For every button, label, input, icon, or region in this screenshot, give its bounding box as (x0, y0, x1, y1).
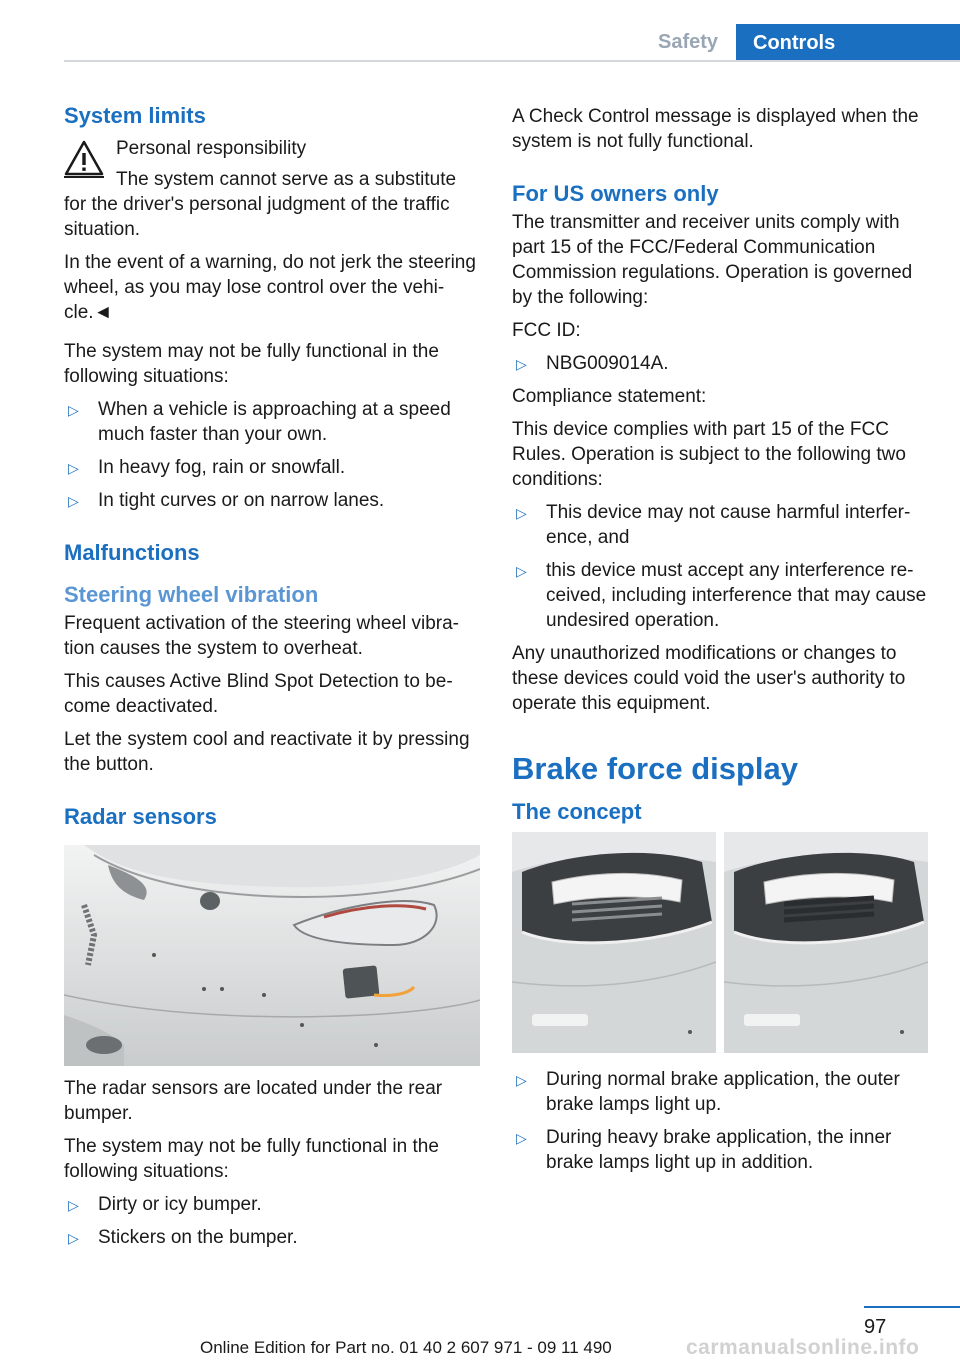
brake-force-heading: Brake force display (512, 751, 799, 786)
brake-lamp-heavy-image (724, 832, 928, 1053)
warning-block (64, 136, 482, 192)
compliance-list (512, 500, 930, 633)
warning-triangle-icon (64, 140, 104, 178)
bullet-triangle-icon: ▷ (68, 402, 79, 418)
fcc-label: FCC ID: (512, 320, 581, 341)
radar-paragraph-1: The radar sensors are located under the rear bumper. (64, 1078, 443, 1124)
radar-sensors-image (64, 845, 480, 1066)
page-number: 97 (864, 1316, 887, 1338)
malfunctions-heading: Malfunctions (64, 540, 200, 565)
header-rule (64, 60, 960, 62)
header-tab-controls[interactable]: Controls (736, 24, 960, 62)
unauthorized-paragraph: Any unauthorized modifications or changes to these devices could void the user's authority to operate this equipment. (512, 643, 906, 714)
bullet-triangle-icon: ▷ (68, 1230, 79, 1246)
list-item: ▷ During heavy brake application, the inner brake lamps light up in addition. (516, 1127, 892, 1173)
warning-line1: The system cannot serve as a substitute (116, 169, 457, 190)
list-item: ▷ Dirty or icy bumper. (64, 1192, 482, 1217)
us-paragraph: The transmitter and receiver units comply with part 15 of the FCC/Federal Communication Commission regulations. Operation is governed by the following: (512, 212, 913, 308)
bullet-triangle-icon: ▷ (516, 356, 527, 372)
left-column (64, 100, 482, 1258)
brake-list (512, 1067, 930, 1175)
warning-paragraph-2: In the event of a warning, do not jerk the steering wheel, as you may lose control over the vehi-cle.◄ (64, 252, 476, 323)
steering-paragraph-2: This causes Active Blind Spot Detection to be-come deactivated. (64, 671, 453, 717)
check-control-paragraph: A Check Control message is displayed when the system is not fully functional. (512, 106, 919, 152)
steering-paragraph-1: Frequent activation of the steering wheel vibra-tion causes the system to overheat. (64, 613, 459, 659)
list-item: ▷ This device may not cause harmful interfer-ence, and (516, 502, 911, 548)
compliance-label: Compliance statement: (512, 386, 707, 407)
bullet-triangle-icon: ▷ (68, 1197, 79, 1213)
bullet-triangle-icon: ▷ (516, 1130, 527, 1146)
bullet-triangle-icon: ▷ (68, 460, 79, 476)
steering-heading: Steering wheel vibration (64, 582, 319, 607)
tail-light-inner-illustration (724, 832, 928, 1053)
list-item: ▷ During normal brake application, the outer brake lamps light up. (516, 1069, 900, 1115)
list-item: ▷ When a vehicle is approaching at a speed much faster than your own. (68, 399, 451, 445)
list-item: ▷ In heavy fog, rain or snowfall. (64, 455, 482, 480)
brake-lamps-image (512, 832, 928, 1053)
warning-body: for the driver's personal judgment of the traffic situation. (64, 194, 450, 240)
tail-light-outer-illustration (512, 832, 716, 1053)
system-limits-heading: System limits (64, 103, 206, 128)
fcc-list (512, 351, 930, 376)
steering-paragraph-3: Let the system cool and reactivate it by pressing the button. (64, 729, 470, 775)
radar-intro: The system may not be fully functional in the following situations: (64, 1136, 439, 1182)
list-item: ▷ NBG009014A. (512, 351, 930, 376)
compliance-paragraph: This device complies with part 15 of the FCC Rules. Operation is subject to the following two conditions: (512, 419, 906, 490)
bullet-triangle-icon: ▷ (516, 505, 527, 521)
concept-heading: The concept (512, 799, 642, 824)
brake-lamp-normal-image (512, 832, 716, 1053)
radar-heading: Radar sensors (64, 804, 217, 829)
list-item: ▷ In tight curves or on narrow lanes. (64, 488, 482, 513)
warning-title: Personal responsibility (116, 138, 307, 159)
limits-list (64, 397, 482, 513)
radar-list (64, 1192, 482, 1250)
header-tab-safety[interactable]: Safety (657, 30, 719, 53)
limits-intro: The system may not be fully functional in the following situations: (64, 341, 439, 387)
list-item: ▷ Stickers on the bumper. (64, 1225, 482, 1250)
bullet-triangle-icon: ▷ (516, 563, 527, 579)
list-item: ▷ this device must accept any interference re-ceived, including interference that may cause undesired operation. (516, 560, 927, 631)
footer-rule (864, 1306, 960, 1308)
car-rear-illustration (64, 845, 480, 1066)
us-owners-heading: For US owners only (512, 181, 719, 206)
bullet-triangle-icon: ▷ (516, 1072, 527, 1088)
bullet-triangle-icon: ▷ (68, 493, 79, 509)
footer-edition: Online Edition for Part no. 01 40 2 607 971 - 09 11 490 (200, 1338, 612, 1357)
right-column (512, 104, 930, 1183)
watermark: carmanualsonline.info (686, 1336, 920, 1359)
